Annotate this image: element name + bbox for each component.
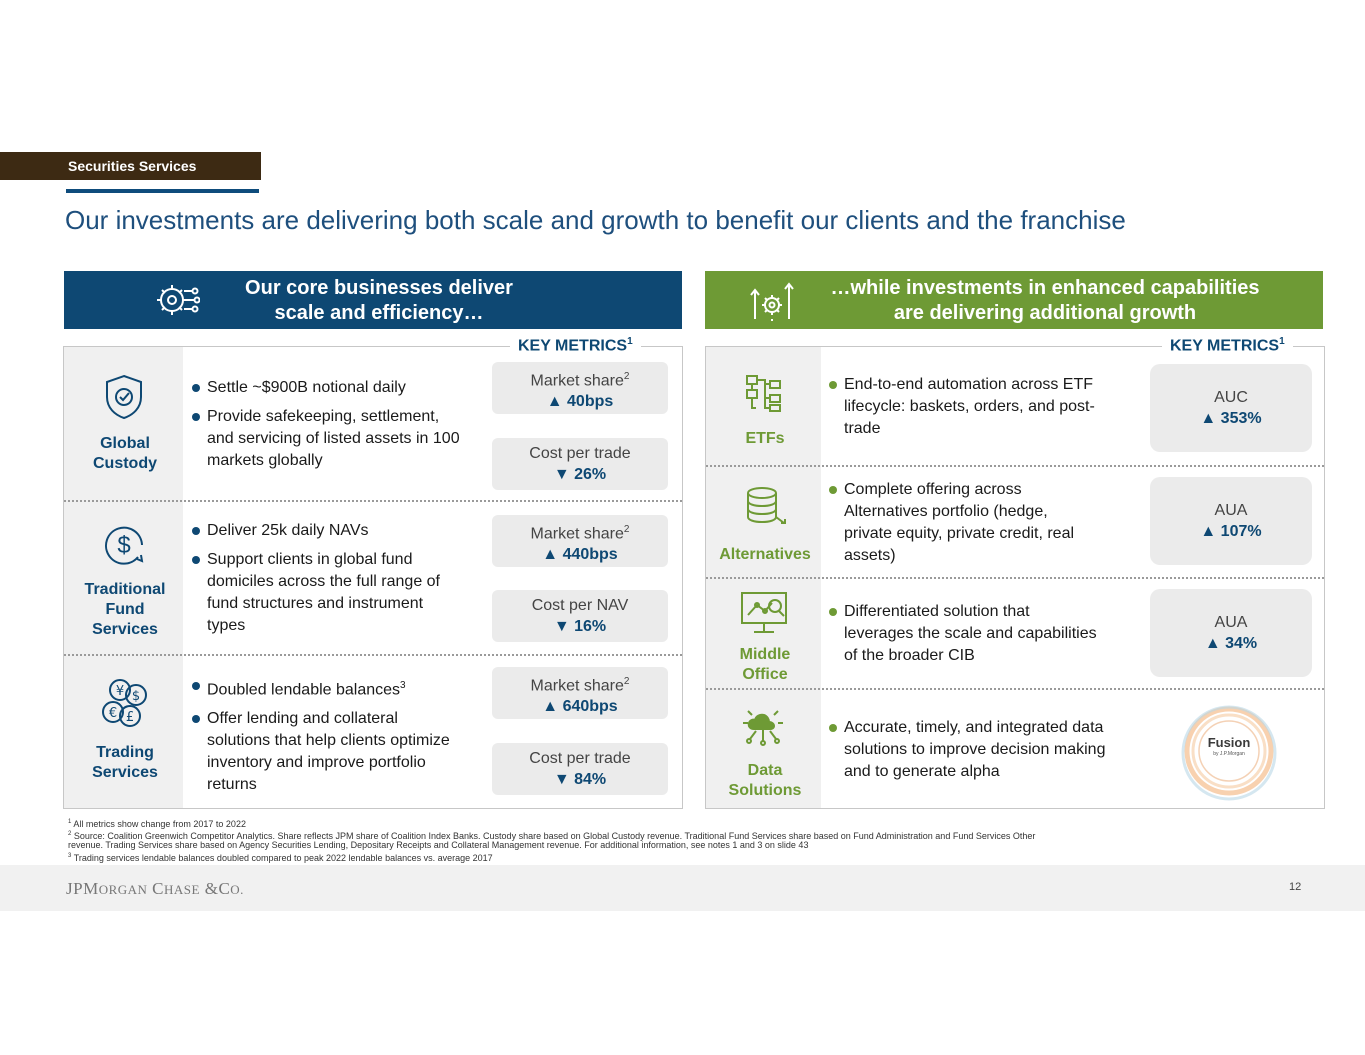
metric-label: AUA [1214, 502, 1248, 519]
left-header-line2: scale and efficiency… [274, 302, 484, 324]
svg-text:¥: ¥ [115, 684, 125, 699]
category-middle-office [706, 645, 824, 685]
metric-label-text: Market share [530, 372, 624, 390]
logo-part: C [152, 879, 165, 898]
bullet-list [828, 717, 1118, 790]
metric-card [492, 438, 668, 490]
bullet-item: Complete offering across Alternatives portfolio (hedge, private equity, private credit, real assets) [828, 479, 1078, 567]
metric-label [492, 362, 668, 391]
right-key-metrics-label [1162, 336, 1293, 355]
svg-text:£: £ [125, 710, 135, 725]
left-header [64, 271, 682, 329]
right-key-metrics-note: 1 [1279, 336, 1285, 347]
right-key-metrics-text: KEY METRICS [1170, 337, 1280, 355]
logo-part: C [218, 879, 231, 898]
metric-label-text: Market share [530, 677, 624, 695]
category-traditional-fund-services [64, 580, 186, 640]
right-header [705, 271, 1323, 329]
left-header-text [204, 276, 554, 326]
category-label-line: Fund [105, 601, 145, 618]
category-label-line: Solutions [728, 782, 802, 799]
dollar-cycle-icon [100, 521, 148, 569]
svg-text:$: $ [131, 689, 141, 704]
bullet-list [828, 601, 1098, 674]
left-panel [63, 336, 683, 809]
bullet-item: Support clients in global fund domiciles across the full range of fund structures and instrument types [191, 549, 461, 637]
metric-note: 2 [623, 371, 630, 382]
analytics-monitor-icon [740, 591, 788, 635]
category-data-solutions [706, 761, 824, 801]
footnote-text: revenue. Trading Services share based on Agency Securities Lending, Depositary Receipts and Collateral Management revenue. For additional information, see notes 1 and 3 on slide 43 [68, 840, 809, 850]
fusion-logo [1169, 697, 1289, 805]
metric-label [492, 515, 668, 544]
metric-value: ▲ 34% [1204, 635, 1258, 652]
bullet-item: Accurate, timely, and integrated data solutions to improve decision making and to generate alpha [828, 717, 1118, 783]
footnote [68, 840, 808, 851]
metric-card [492, 362, 668, 414]
bullet-list [191, 675, 461, 803]
category-etfs [706, 429, 824, 449]
row-divider [706, 688, 1324, 690]
category-label-line: Global [100, 435, 150, 452]
metric-label: AUA [1214, 614, 1248, 631]
row-divider [64, 654, 682, 656]
page-number: 12 [1289, 881, 1302, 893]
metric-value: ▼ 26% [553, 466, 607, 483]
database-icon [744, 485, 788, 529]
metric-card [1150, 477, 1312, 565]
logo-part: JPM [66, 879, 99, 898]
category-trading-services [64, 743, 186, 783]
category-label-line: Alternatives [719, 546, 811, 563]
category-label-line: ETFs [745, 430, 785, 447]
row-divider [706, 577, 1324, 579]
metric-label [492, 667, 668, 696]
metric-value: ▲ 107% [1200, 523, 1262, 540]
right-header-text [805, 276, 1285, 326]
metric-label-text: Market share [530, 525, 624, 543]
bullet-item [191, 675, 461, 701]
bullet-item: Differentiated solution that leverages the scale and capabilities of the broader CIB [828, 601, 1098, 667]
metric-label: Cost per NAV [531, 597, 629, 614]
metric-card [492, 667, 668, 719]
metric-card [492, 515, 668, 567]
category-label-line: Data [747, 762, 783, 779]
right-header-line2: are delivering additional growth [893, 302, 1197, 324]
gear-circuit-icon [154, 279, 200, 321]
left-header-line1: Our core businesses deliver [245, 277, 513, 299]
category-alternatives [706, 545, 824, 565]
section-tag [0, 152, 261, 180]
bullet-list [828, 374, 1098, 447]
metric-note: 2 [623, 524, 630, 535]
footnote-number: 3 [68, 853, 72, 859]
right-panel [705, 336, 1325, 809]
flowchart-icon [744, 373, 784, 413]
category-label-line: Middle [739, 646, 791, 663]
bullet-item: Deliver 25k daily NAVs [191, 520, 461, 542]
bullet-note: 3 [400, 680, 406, 691]
bullet-list [828, 479, 1078, 574]
metric-note: 2 [623, 676, 630, 687]
jpmorgan-chase-logo [66, 879, 244, 899]
category-label-line: Services [92, 621, 158, 638]
page-title: Our investments are delivering both scale and growth to benefit our clients and the franchise [65, 205, 1126, 235]
metric-label: Cost per trade [529, 750, 631, 767]
cloud-network-icon [740, 707, 786, 747]
category-label-line: Services [92, 764, 158, 781]
section-tag-underline [66, 189, 259, 193]
category-label-line: Office [742, 666, 788, 683]
metric-value: ▲ 353% [1200, 410, 1262, 427]
left-key-metrics-note: 1 [627, 336, 633, 347]
section-tag-label: Securities Services [68, 158, 197, 174]
left-key-metrics-label [510, 336, 641, 355]
category-label-line: Traditional [84, 581, 166, 598]
bullet-text: Doubled lendable balances [207, 681, 401, 699]
metric-value: ▲ 40bps [546, 393, 614, 411]
footnote-number: 2 [68, 831, 72, 837]
metric-card [492, 743, 668, 795]
bullet-item: Provide safekeeping, settlement, and servicing of listed assets in 100 markets globally [191, 406, 461, 472]
metric-value: ▼ 84% [553, 771, 607, 788]
footnote-text: Trading services lendable balances doubled compared to peak 2022 lendable balances vs. average 2017 [73, 853, 493, 863]
left-key-metrics-text: KEY METRICS [518, 337, 628, 355]
metric-card [1150, 589, 1312, 677]
row-divider [706, 465, 1324, 467]
category-global-custody [64, 434, 186, 474]
currency-exchange-icon [100, 677, 152, 729]
logo-part: HASE [164, 882, 200, 897]
footnote [68, 851, 493, 864]
bullet-list [191, 377, 461, 479]
category-label-line: Trading [96, 744, 154, 761]
gear-growth-icon [749, 281, 795, 323]
metric-value: ▲ 640bps [542, 698, 618, 716]
svg-text:$: $ [117, 532, 131, 559]
metric-value: ▼ 16% [553, 618, 607, 635]
bullet-item: End-to-end automation across ETF lifecycle: baskets, orders, and post-trade [828, 374, 1098, 440]
metric-value: ▲ 440bps [542, 546, 618, 564]
bullet-item: Offer lending and collateral solutions that help clients optimize inventory and improve portfolio returns [191, 708, 461, 796]
footnote-text: Source: Coalition Greenwich Competitor Analytics. Share reflects JPM share of Coalition Index Banks. Custody share based on Global Custody revenue. Traditional Fund Services share based on Fund Administration and Fund Services Other [73, 831, 1036, 841]
category-label-line: Custody [93, 455, 157, 472]
bullet-list [191, 520, 461, 644]
metric-label: Cost per trade [529, 445, 631, 462]
bullet-item: Settle ~$900B notional daily [191, 377, 461, 399]
shield-check-icon [102, 373, 146, 421]
fusion-logo-text: Fusion [1207, 735, 1251, 750]
logo-part: ORGAN [98, 882, 148, 897]
metric-label: AUC [1214, 389, 1248, 406]
metric-card [1150, 364, 1312, 452]
logo-part: & [204, 879, 219, 898]
fusion-logo-sub: by J.P.Morgan [1213, 751, 1245, 757]
svg-text:€: € [108, 706, 118, 721]
footnote-text: All metrics show change from 2017 to 2022 [73, 819, 246, 829]
right-header-line1: …while investments in enhanced capabilities [830, 277, 1260, 299]
footnote-number: 1 [68, 819, 72, 825]
row-divider [64, 500, 682, 502]
metric-card [492, 590, 668, 642]
logo-part: O. [230, 882, 244, 897]
